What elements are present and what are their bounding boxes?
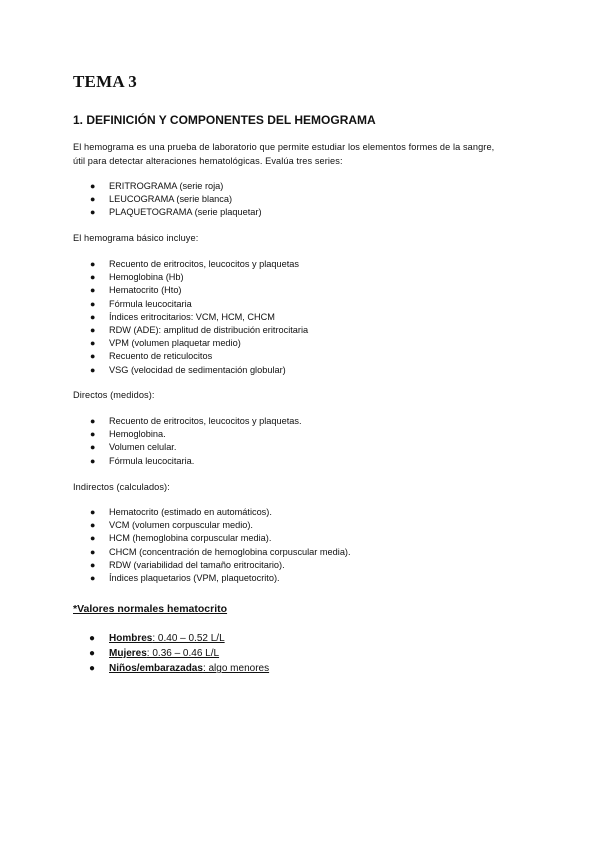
intro-line-1: El hemograma es una prueba de laboratorio que permite estudiar los elementos formes de la sangre, [73,142,495,152]
list-item: ● CHCM (concentración de hemoglobina corpuscular media). [73,546,351,559]
list-item: ● Hemoglobina (Hb) [73,271,308,284]
list-item: ● Recuento de eritrocitos, leucocitos y plaquetas [73,258,308,271]
value-range: : 0.40 – 0.52 L/L [152,633,225,644]
section-heading: 1. DEFINICIÓN Y COMPONENTES DEL HEMOGRAMA [73,113,376,127]
bullet-icon: ● [90,285,96,296]
bullet-icon: ● [90,351,96,362]
bullet-icon: ● [90,207,96,218]
list-item: ● Recuento de reticulocitos [73,350,308,363]
bullet-icon: ● [90,416,96,426]
value-label: Niños/embarazadas [109,663,203,674]
bullet-icon: ● [90,572,96,583]
list-item: ● PLAQUETOGRAMA (serie plaquetar) [73,206,262,219]
list-item: ● VSG (velocidad de sedimentación globular) [73,364,308,377]
value-range: : 0.36 – 0.46 L/L [146,648,220,659]
bullet-icon: ● [89,633,96,644]
hematocrit-heading: *Valores normales hematocrito [73,603,228,615]
list-item [73,646,269,661]
list-item: ● Volumen celular. [73,441,302,454]
bullet-icon: ● [90,507,96,517]
list-item: ● RDW (variabilidad del tamaño eritrocitario). [73,559,351,572]
bullet-icon: ● [90,298,96,309]
list-item: ● LEUCOGRAMA (serie blanca) [73,193,262,206]
list-item: ● Índices eritrocitarios: VCM, HCM, CHCM [73,311,308,324]
bullet-icon: ● [90,520,96,531]
list-item: ● Índices plaquetarios (VPM, plaquetocrito). [73,572,351,585]
intro-paragraph [73,141,533,168]
list-item: ● Fórmula leucocitaria [73,298,308,311]
value-range: : algo menores [202,663,270,674]
bullet-icon: ● [90,311,96,322]
bullet-icon: ● [90,533,96,544]
list-item: ● Fórmula leucocitaria. [73,455,302,468]
bullet-icon: ● [90,559,96,570]
bullet-icon: ● [89,663,96,674]
bullet-icon: ● [90,364,96,375]
direct-list [73,415,302,468]
bullet-icon: ● [90,272,96,283]
page-title: TEMA 3 [73,72,138,91]
basic-list [73,258,308,377]
list-item: ● Recuento de eritrocitos, leucocitos y plaquetas. [73,415,302,428]
bullet-icon: ● [90,194,96,205]
list-item: ● VPM (volumen plaquetar medio) [73,337,308,350]
value-label: Mujeres [109,648,147,659]
indirect-list [73,506,351,585]
bullet-icon: ● [90,324,96,335]
list-item [73,631,269,646]
list-item: ● Hemoglobina. [73,428,302,441]
bullet-icon: ● [90,181,96,191]
list-item: ● ERITROGRAMA (serie roja) [73,180,262,193]
bullet-icon: ● [90,546,96,557]
bullet-icon: ● [90,442,96,453]
list-item: ● RDW (ADE): amplitud de distribución eritrocitaria [73,324,308,337]
bullet-icon: ● [90,259,96,269]
bullet-icon: ● [90,429,96,440]
list-item: ● VCM (volumen corpuscular medio). [73,519,351,532]
bullet-icon: ● [90,455,96,466]
hematocrit-values-list [73,631,269,676]
bullet-icon: ● [89,648,96,659]
list-item [73,661,269,676]
value-label: Hombres [109,633,153,644]
bullet-icon: ● [90,338,96,349]
indirect-intro: Indirectos (calculados): [73,482,170,492]
basic-intro: El hemograma básico incluye: [73,233,199,243]
list-item: ● Hematocrito (Hto) [73,284,308,297]
direct-intro: Directos (medidos): [73,390,155,400]
list-item: ● Hematocrito (estimado en automáticos). [73,506,351,519]
intro-line-2: útil para detectar alteraciones hematológicas. Evalúa tres series: [73,155,343,166]
list-item: ● HCM (hemoglobina corpuscular media). [73,532,351,545]
series-list [73,180,262,220]
